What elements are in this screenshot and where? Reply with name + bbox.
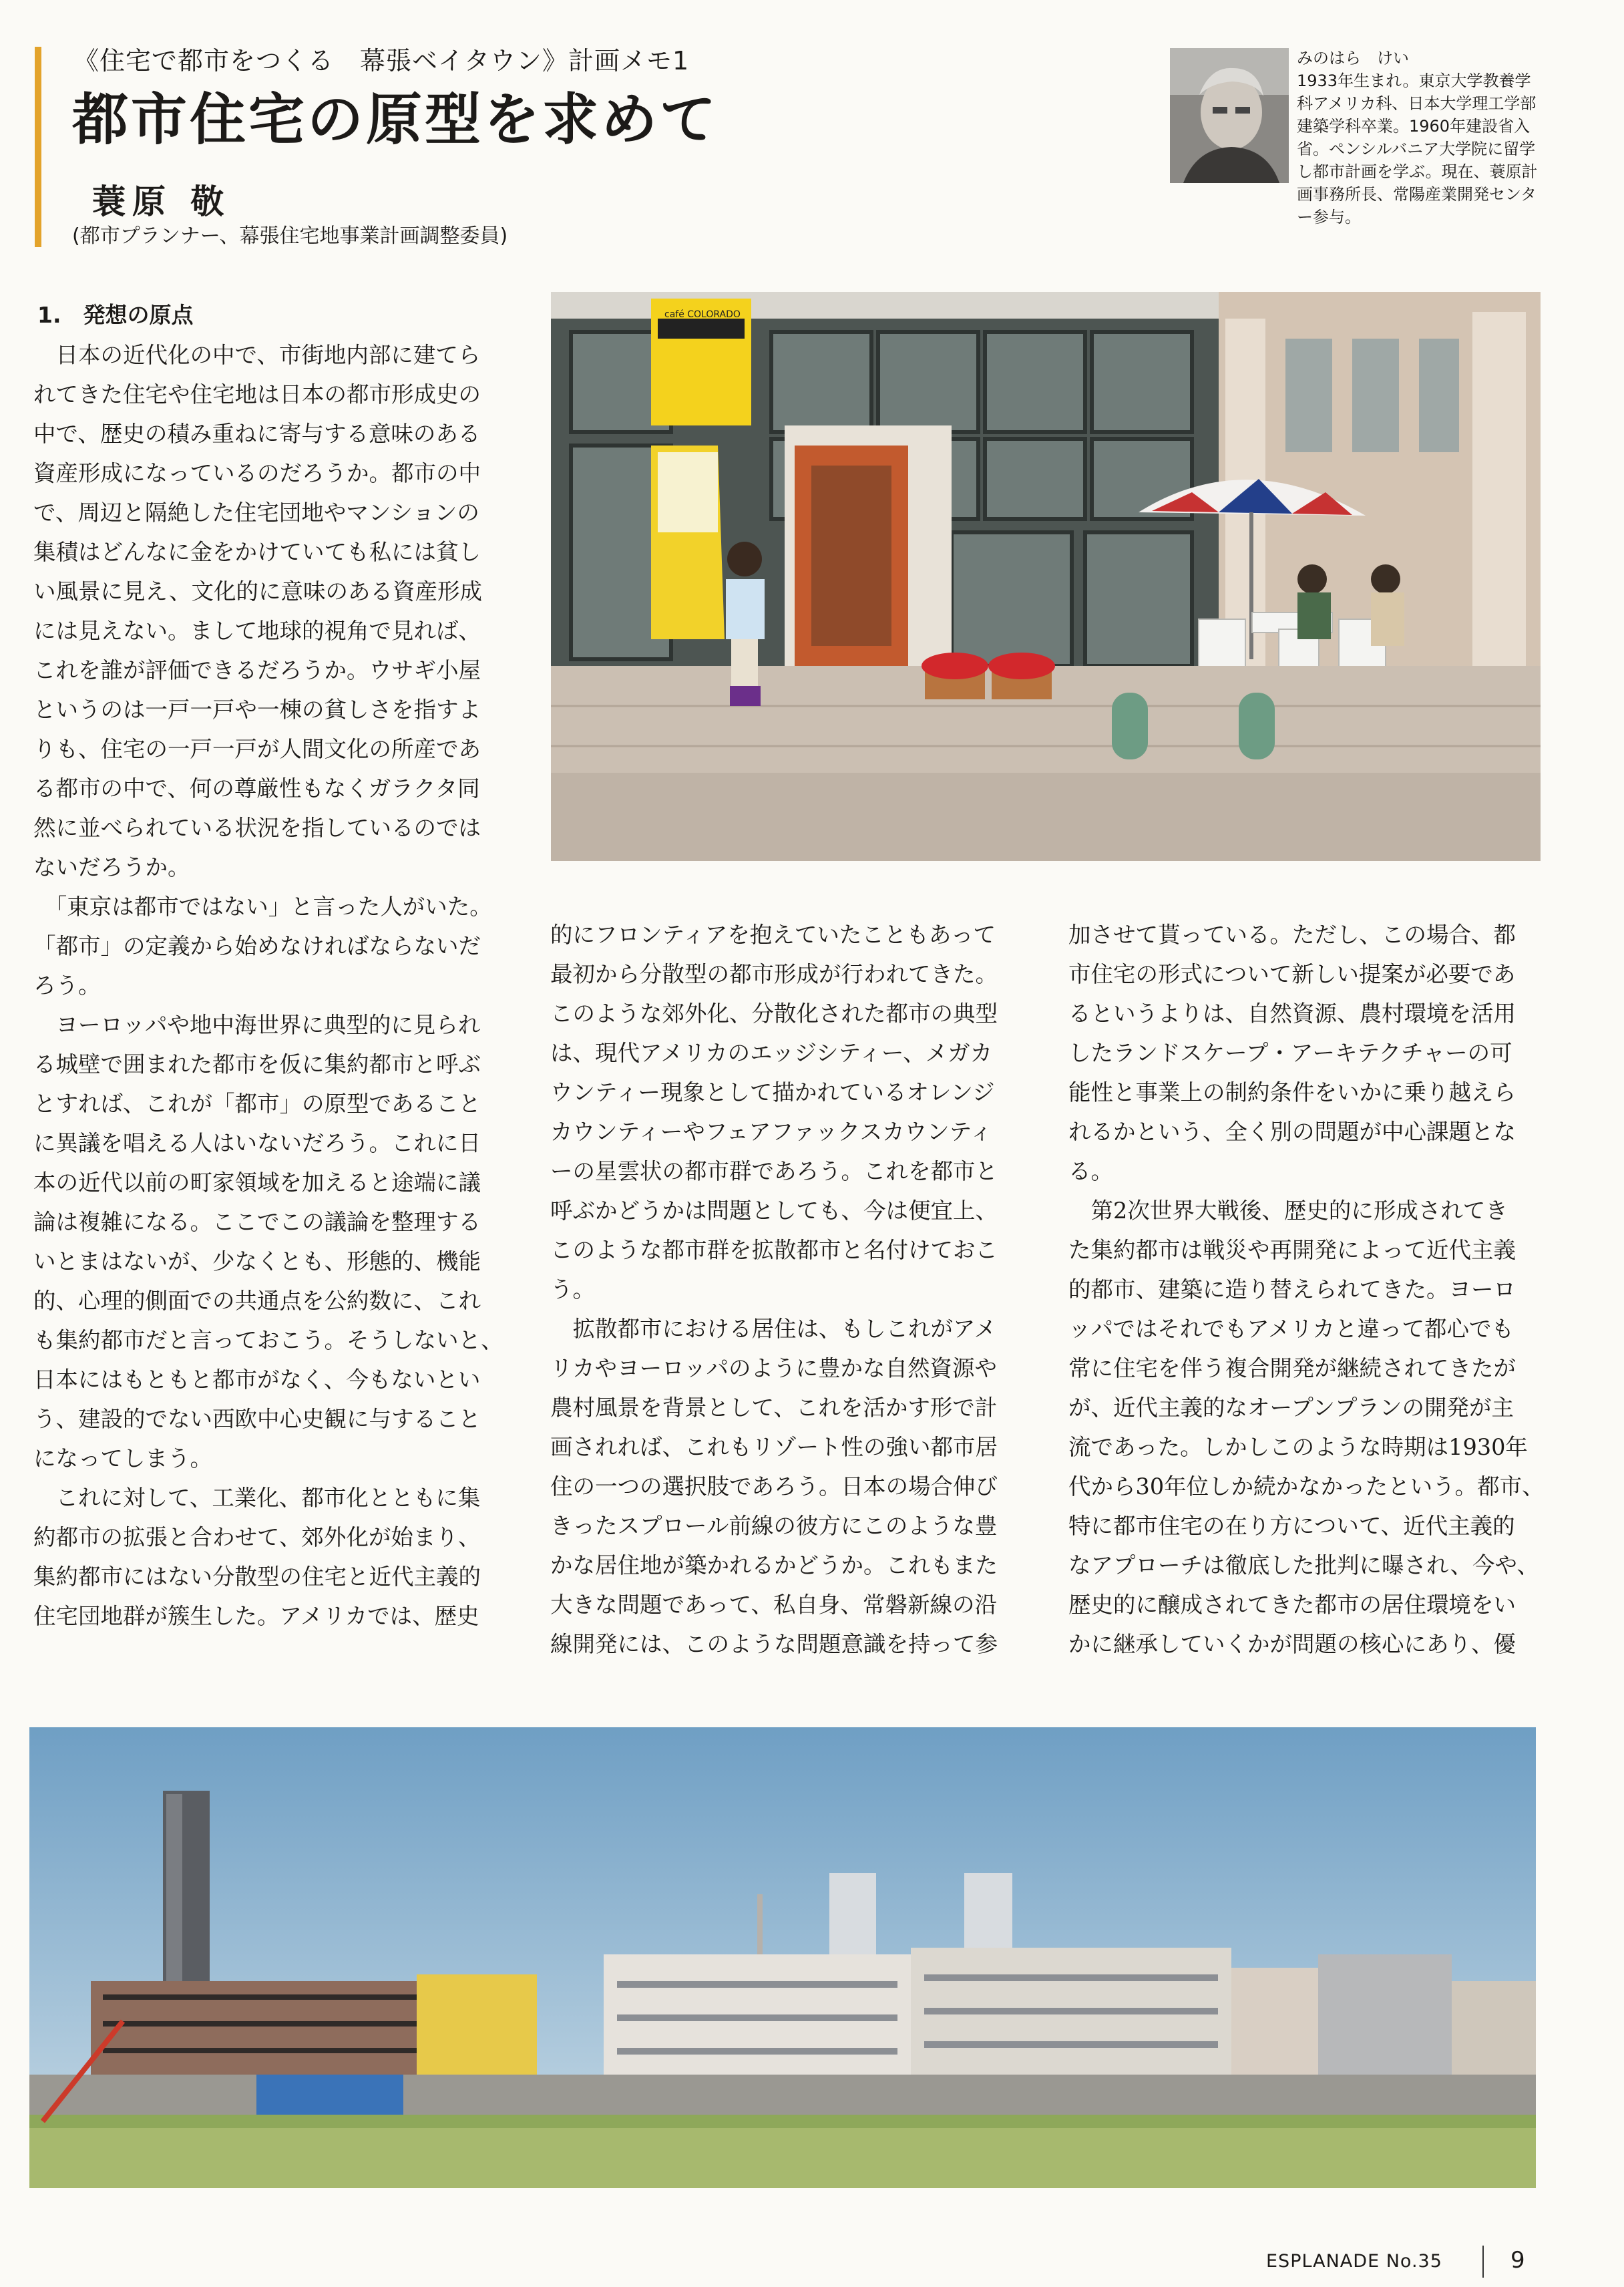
text-line: 画されれば、これもリゾート性の強い都市居: [550, 1434, 998, 1460]
text-line: カウンティーやフェアファックスカウンティ: [550, 1119, 992, 1145]
article-column-2: [550, 915, 1028, 1664]
text-line: 集積はどんなに金をかけていても私には貧し: [33, 539, 481, 565]
text-line: れてきた住宅や住宅地は日本の都市形成史の: [33, 381, 481, 407]
text-line: 「東京は都市ではない」と言った人がいた。: [33, 894, 492, 920]
title-accent-bar: [35, 47, 41, 247]
text-line: ッパではそれでもアメリカと違って都心でも: [1068, 1316, 1514, 1342]
cafe-photo: [551, 292, 1541, 861]
bio-line: 画事務所長、常陽産業開発センタ: [1297, 185, 1537, 204]
article-title: 都市住宅の原型を求めて: [72, 87, 719, 152]
text-line: ろう。: [33, 973, 101, 999]
text-line: る。: [1068, 1158, 1113, 1184]
text-line: も集約都市だと言っておこう。そうしないと、: [33, 1327, 503, 1353]
article-column-1: [33, 335, 528, 1636]
text-line: 第2次世界大戦後、歴史的に形成されてき: [1068, 1198, 1508, 1224]
author-role: (都市プランナー、幕張住宅地事業計画調整委員): [72, 224, 508, 248]
text-line: には見えない。まして地球的視角で見れば、: [33, 618, 481, 644]
cafe-sign-text: café COLORADO: [664, 309, 741, 320]
text-line: が、近代主義的なオープンプランの開発が主: [1068, 1395, 1514, 1421]
text-line: 歴史的に醸成されてきた都市の居住環境をい: [1068, 1592, 1516, 1618]
text-line: かな居住地が築かれるかどうか。これもまた: [550, 1552, 998, 1578]
text-line: れるかという、全く別の問題が中心課題とな: [1068, 1119, 1516, 1145]
text-line: 住の一つの選択肢であろう。日本の場合伸び: [550, 1473, 998, 1500]
text-line: ーの星雲状の都市群であろう。これを都市と: [550, 1158, 998, 1184]
text-line: 農村風景を背景として、これを活かす形で計: [550, 1395, 998, 1421]
text-line: ヨーロッパや地中海世界に典型的に見られ: [33, 1012, 481, 1038]
page-number: 9: [1510, 2247, 1525, 2274]
text-line: 的、心理的側面での共通点を公約数に、これ: [33, 1288, 481, 1314]
author-portrait: [1170, 48, 1289, 183]
text-line: る都市の中で、何の尊厳性もなくガラクタ同: [33, 775, 480, 802]
text-line: 「都市」の定義から始めなければならないだ: [33, 933, 481, 959]
bio-line: みのはら けい: [1297, 49, 1409, 67]
text-line: で、周辺と隔絶した住宅団地やマンションの: [33, 500, 479, 526]
text-line: るというよりは、自然資源、農村環境を活用: [1068, 1001, 1516, 1027]
text-line: このような都市群を拡散都市と名付けておこ: [550, 1237, 998, 1263]
text-line: というのは一戸一戸や一棟の貧しさを指すよ: [33, 697, 481, 723]
text-line: 特に都市住宅の在り方について、近代主義的: [1068, 1513, 1515, 1539]
text-line: 本の近代以前の町家領域を加えると途端に議: [33, 1170, 481, 1196]
bio-line: 省。ペンシルバニア大学院に留学: [1297, 140, 1536, 158]
text-line: 的都市、建築に造り替えられてきた。ヨーロ: [1068, 1276, 1516, 1302]
text-line: 的にフロンティアを抱えていたこともあって: [550, 922, 996, 948]
text-line: 資産形成になっているのだろうか。都市の中: [33, 460, 481, 486]
text-line: かに継承していくかが問題の核心にあり、優: [1068, 1631, 1516, 1657]
text-line: 約都市の拡張と合わせて、郊外化が始まり、: [33, 1524, 481, 1550]
text-line: なアプローチは徹底した批判に曝され、今や、: [1068, 1552, 1539, 1578]
magazine-name: ESPLANADE No.35: [1266, 2251, 1442, 2272]
skyline-photo: [29, 1727, 1536, 2188]
text-line: 代から30年位しか続かなかったという。都市、: [1068, 1473, 1545, 1500]
text-line: 中で、歴史の積み重ねに寄与する意味のある: [33, 421, 481, 447]
text-line: これを誰が評価できるだろうか。ウサギ小屋: [33, 657, 481, 683]
text-line: 拡散都市における居住は、もしこれがアメ: [550, 1316, 996, 1342]
text-line: 日本の近代化の中で、市街地内部に建てら: [33, 342, 481, 368]
text-line: いとまはないが、少なくとも、形態的、機能: [33, 1248, 481, 1274]
text-line: は、現代アメリカのエッジシティー、メガカ: [550, 1040, 993, 1066]
text-line: 然に並べられている状況を指しているのでは: [33, 815, 481, 841]
text-line: 線開発には、このような問題意識を持って参: [550, 1631, 998, 1657]
text-line: リカやヨーロッパのように豊かな自然資源や: [550, 1355, 997, 1381]
text-line: い風景に見え、文化的に意味のある資産形成: [33, 578, 483, 604]
section-heading: 1. 発想の原点: [37, 302, 194, 328]
text-line: 呼ぶかどうかは問題としても、今は便宜上、: [550, 1198, 998, 1224]
text-line: に異議を唱える人はいないだろう。これに日: [33, 1130, 481, 1156]
text-line: う、建設的でない西欧中心史観に与すること: [33, 1406, 481, 1432]
text-line: 常に住宅を伴う複合開発が継続されてきたが: [1068, 1355, 1516, 1381]
text-line: したランドスケープ・アーキテクチャーの可: [1068, 1040, 1512, 1066]
text-line: る城壁で囲まれた都市を仮に集約都市と呼ぶ: [33, 1051, 481, 1077]
text-line: 流であった。しかしこのような時期は1930年: [1068, 1434, 1528, 1460]
article-column-3: [1068, 915, 1546, 1664]
text-line: になってしまう。: [33, 1445, 212, 1471]
text-line: 市住宅の形式について新しい提案が必要であ: [1068, 961, 1516, 987]
author-bio: [1297, 47, 1591, 228]
text-line: りも、住宅の一戸一戸が人間文化の所産であ: [33, 736, 481, 762]
series-title: 《住宅で都市をつくる 幕張ベイタウン》計画メモ1: [73, 46, 690, 75]
footer-divider: [1482, 2246, 1484, 2278]
text-line: きったスプロール前線の彼方にこのような豊: [550, 1513, 998, 1539]
bio-line: 1933年生まれ。東京大学教養学: [1297, 71, 1531, 90]
text-line: このような郊外化、分散化された都市の典型: [550, 1001, 998, 1027]
text-line: 集約都市にはない分散型の住宅と近代主義的: [33, 1564, 481, 1590]
text-line: 住宅団地群が簇生した。アメリカでは、歴史: [33, 1603, 479, 1629]
text-line: た集約都市は戦災や再開発によって近代主義: [1068, 1237, 1516, 1263]
bio-line: し都市計画を学ぶ。現在、蓑原計: [1297, 162, 1538, 181]
author-name: 蓑原 敬: [92, 182, 231, 221]
text-line: ウンティー現象として描かれているオレンジ: [550, 1079, 995, 1105]
text-line: う。: [550, 1276, 595, 1302]
text-line: 加させて貰っている。ただし、この場合、都: [1068, 922, 1516, 948]
text-line: これに対して、工業化、都市化とともに集: [33, 1485, 481, 1511]
text-line: 最初から分散型の都市形成が行われてきた。: [550, 961, 998, 987]
text-line: とすれば、これが「都市」の原型であること: [33, 1091, 481, 1117]
text-line: 論は複雑になる。ここでこの議論を整理する: [33, 1209, 481, 1235]
bio-line: ー参与。: [1297, 208, 1361, 226]
text-line: 日本にはもともと都市がなく、今もないとい: [33, 1367, 481, 1393]
bio-line: 建築学科卒業。1960年建設省入: [1297, 117, 1531, 136]
text-line: 大きな問題であって、私自身、常磐新線の沿: [550, 1592, 997, 1618]
bio-line: 科アメリカ科、日本大学理工学部: [1297, 94, 1537, 113]
text-line: ないだろうか。: [33, 854, 190, 880]
text-line: 能性と事業上の制約条件をいかに乗り越えら: [1068, 1079, 1516, 1105]
